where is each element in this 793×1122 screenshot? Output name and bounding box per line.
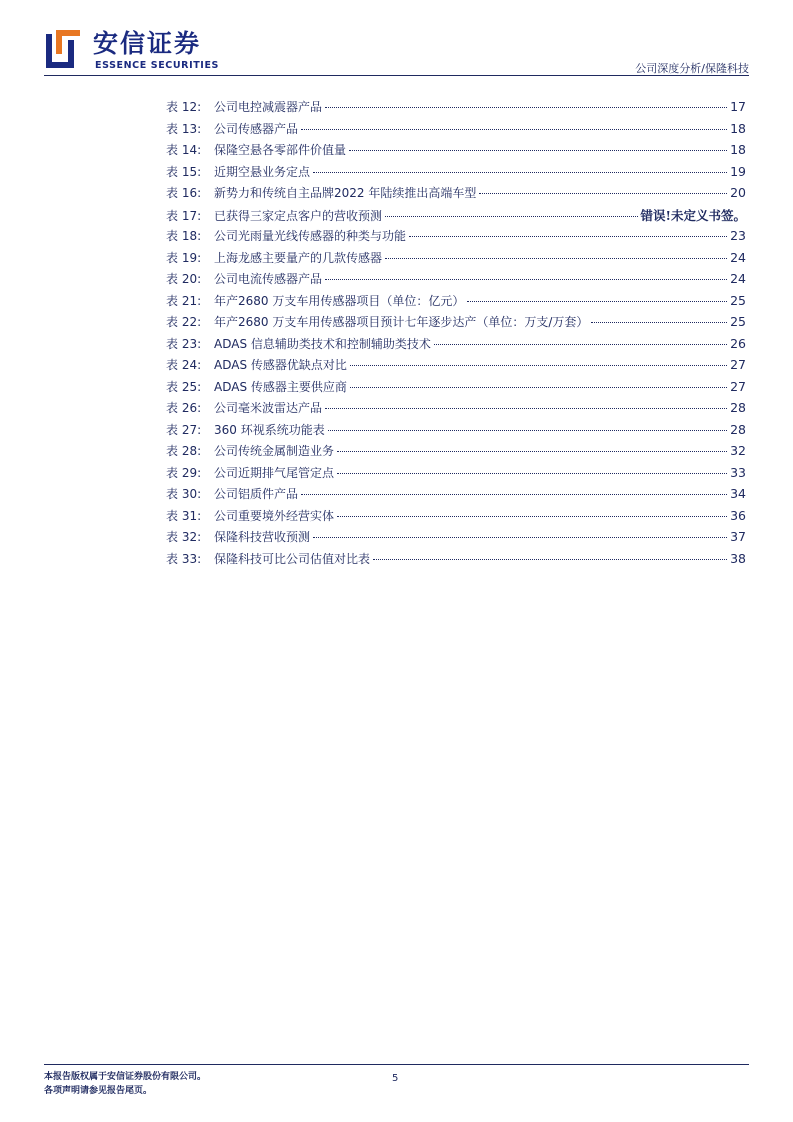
toc-entry-title: ADAS 信息辅助类技术和控制辅助类技术 [214, 336, 431, 351]
toc-entry-label [166, 163, 310, 180]
toc-leader-dots [349, 149, 727, 151]
toc-entry-number: 表 13: [166, 121, 202, 136]
toc-entry[interactable] [166, 399, 746, 421]
copyright-line: 本报告版权属于安信证券股份有限公司。 [44, 1072, 207, 1082]
toc-entry-title: 年产2680 万支车用传感器项目（单位：亿元） [214, 293, 465, 308]
toc-entry[interactable] [166, 335, 746, 357]
toc-entry-label [166, 292, 464, 309]
toc-entry-number: 表 18: [166, 229, 202, 243]
toc-leader-dots [350, 386, 727, 388]
toc-entry-number: 表 21: [166, 293, 202, 308]
toc-entry-title: 保隆科技可比公司估值对比表 [214, 551, 371, 566]
toc-entry[interactable] [166, 378, 746, 400]
toc-entry-page: 23 [730, 228, 746, 243]
toc-entry-title: 公司传统金属制造业务 [214, 444, 335, 458]
toc-entry-page: 18 [730, 142, 746, 157]
toc-entry-number: 表 22: [166, 315, 202, 329]
toc-entry-number: 表 29: [166, 465, 202, 480]
toc-entry[interactable] [166, 507, 746, 529]
toc-entry[interactable] [166, 421, 746, 443]
toc-entry-page: 17 [730, 99, 746, 114]
toc-entry[interactable] [166, 270, 746, 292]
toc-leader-dots [313, 536, 727, 538]
toc-entry-page: 18 [730, 120, 746, 136]
toc-entry-label [166, 442, 334, 459]
toc-entry-number: 表 14: [166, 143, 202, 157]
toc-entry-title: ADAS 传感器主要供应商 [214, 379, 347, 394]
toc-leader-dots [325, 278, 727, 280]
logo-english-name: ESSENCE SECURITIES [95, 60, 219, 71]
toc-entry[interactable] [166, 249, 746, 271]
disclaimer-line: 各项声明请参见报告尾页。 [44, 1086, 153, 1096]
toc-entry-label [166, 464, 334, 481]
toc-entry-title: 年产2680 万支车用传感器项目预计七年逐步达产（单位：万支/万套） [214, 315, 589, 329]
toc-entry-page: 25 [730, 314, 746, 329]
toc-leader-dots [301, 128, 727, 130]
toc-entry-title: 公司重要境外经营实体 [214, 508, 335, 523]
toc-entry-page: 28 [730, 421, 746, 437]
toc-entry-label [166, 507, 334, 524]
toc-entry-label [166, 207, 382, 224]
toc-entry-label [166, 120, 298, 137]
toc-entry-page: 27 [730, 378, 746, 394]
toc-entry-label [166, 313, 588, 330]
toc-leader-dots [591, 321, 727, 323]
toc-entry-title: 已获得三家定点客户的营收预测 [214, 208, 383, 223]
toc-entry-page: 27 [730, 357, 746, 372]
toc-leader-dots [385, 257, 727, 259]
toc-entry[interactable] [166, 356, 746, 378]
toc-entry-number: 表 27: [166, 422, 202, 437]
toc-leader-dots [337, 472, 727, 474]
toc-leader-dots [337, 450, 727, 452]
toc-entry-title: 公司铝质件产品 [214, 487, 299, 501]
toc-entry-title: 公司电控减震器产品 [214, 100, 323, 114]
toc-leader-dots [325, 106, 727, 108]
report-type-label: 公司深度分析/保隆科技 [635, 62, 749, 75]
toc-entry-title: 公司近期排气尾管定点 [214, 465, 335, 480]
toc-entry-page: 37 [730, 529, 746, 544]
toc-entry-label [166, 399, 322, 416]
toc-entry-label [166, 528, 310, 545]
toc-entry-title: 公司电流传感器产品 [214, 272, 323, 286]
toc-entry-label [166, 550, 370, 567]
toc-entry-page: 32 [730, 443, 746, 458]
toc-entry-number: 表 20: [166, 272, 202, 286]
toc-entry[interactable] [166, 442, 746, 464]
toc-entry-number: 表 30: [166, 487, 202, 501]
toc-entry-page: 26 [730, 335, 746, 351]
toc-entry-label [166, 270, 322, 287]
toc-entry-label [166, 356, 347, 373]
toc-entry-number: 表 33: [166, 551, 202, 566]
toc-entry-page: 20 [730, 185, 746, 200]
toc-entry-number: 表 19: [166, 250, 202, 265]
toc-entry-label [166, 485, 298, 502]
toc-leader-dots [385, 215, 637, 217]
toc-entry[interactable] [166, 184, 746, 206]
toc-entry-number: 表 17: [166, 208, 202, 223]
table-list [166, 98, 746, 571]
toc-entry-label [166, 184, 476, 201]
toc-entry[interactable] [166, 120, 746, 142]
toc-entry-page: 36 [730, 507, 746, 523]
toc-entry-title: ADAS 传感器优缺点对比 [214, 358, 347, 372]
toc-entry[interactable] [166, 485, 746, 507]
toc-leader-dots [479, 192, 727, 194]
toc-entry-page: 24 [730, 249, 746, 265]
toc-entry-label [166, 141, 346, 158]
toc-entry-number: 表 25: [166, 379, 202, 394]
toc-entry[interactable] [166, 313, 746, 335]
toc-entry-number: 表 12: [166, 100, 202, 114]
toc-entry-label [166, 335, 431, 352]
toc-entry-title: 保隆空悬各零部件价值量 [214, 143, 347, 157]
toc-entry-number: 表 31: [166, 508, 202, 523]
toc-leader-dots [467, 300, 727, 302]
toc-entry-label [166, 421, 325, 438]
toc-entry[interactable] [166, 98, 746, 120]
toc-entry[interactable] [166, 227, 746, 249]
toc-entry-number: 表 28: [166, 444, 202, 458]
toc-entry-page: 19 [730, 163, 746, 179]
toc-entry-title: 公司传感器产品 [214, 121, 299, 136]
page-number: 5 [392, 1073, 399, 1084]
toc-leader-dots [434, 343, 727, 345]
toc-entry-error-ref: 错误!未定义书签。 [640, 207, 746, 223]
toc-entry-number: 表 24: [166, 358, 202, 372]
header-divider [44, 75, 749, 76]
toc-entry-number: 表 15: [166, 164, 202, 179]
toc-entry[interactable] [166, 550, 746, 572]
toc-entry[interactable] [166, 206, 746, 228]
toc-entry-label [166, 227, 406, 244]
toc-entry[interactable] [166, 141, 746, 163]
toc-entry-title: 上海龙感主要量产的几款传感器 [214, 250, 383, 265]
toc-entry-number: 表 16: [166, 186, 202, 200]
toc-entry-number: 表 32: [166, 530, 202, 544]
toc-entry-page: 24 [730, 271, 746, 286]
toc-entry-title: 360 环视系统功能表 [214, 422, 325, 437]
toc-leader-dots [373, 558, 727, 560]
toc-entry[interactable] [166, 163, 746, 185]
toc-leader-dots [313, 171, 727, 173]
toc-entry-page: 38 [730, 550, 746, 566]
toc-entry[interactable] [166, 528, 746, 550]
toc-entry-page: 34 [730, 486, 746, 501]
toc-leader-dots [337, 515, 727, 517]
toc-entry-title: 公司光雨量光线传感器的种类与功能 [214, 229, 407, 243]
logo-chinese-name: 安信证券 [93, 29, 202, 58]
toc-entry-label [166, 378, 347, 395]
toc-leader-dots [350, 364, 727, 366]
toc-entry-label [166, 98, 322, 115]
toc-entry-number: 表 26: [166, 401, 202, 415]
toc-entry[interactable] [166, 464, 746, 486]
toc-leader-dots [328, 429, 727, 431]
toc-leader-dots [325, 407, 727, 409]
toc-entry-title: 公司毫米波雷达产品 [214, 401, 323, 415]
toc-entry-title: 保隆科技营收预测 [214, 530, 311, 544]
toc-entry-page: 25 [730, 292, 746, 308]
toc-entry-page: 28 [730, 400, 746, 415]
toc-entry-number: 表 23: [166, 336, 202, 351]
toc-entry-title: 近期空悬业务定点 [214, 164, 311, 179]
toc-entry[interactable] [166, 292, 746, 314]
toc-entry-page: 33 [730, 464, 746, 480]
footer-divider [44, 1064, 749, 1065]
toc-entry-title: 新势力和传统自主品牌2022 年陆续推出高端车型 [214, 186, 477, 200]
toc-leader-dots [301, 493, 727, 495]
toc-leader-dots [409, 235, 727, 237]
copyright-notice [44, 1070, 206, 1098]
essence-logo-icon [46, 30, 80, 68]
toc-entry-label [166, 249, 382, 266]
